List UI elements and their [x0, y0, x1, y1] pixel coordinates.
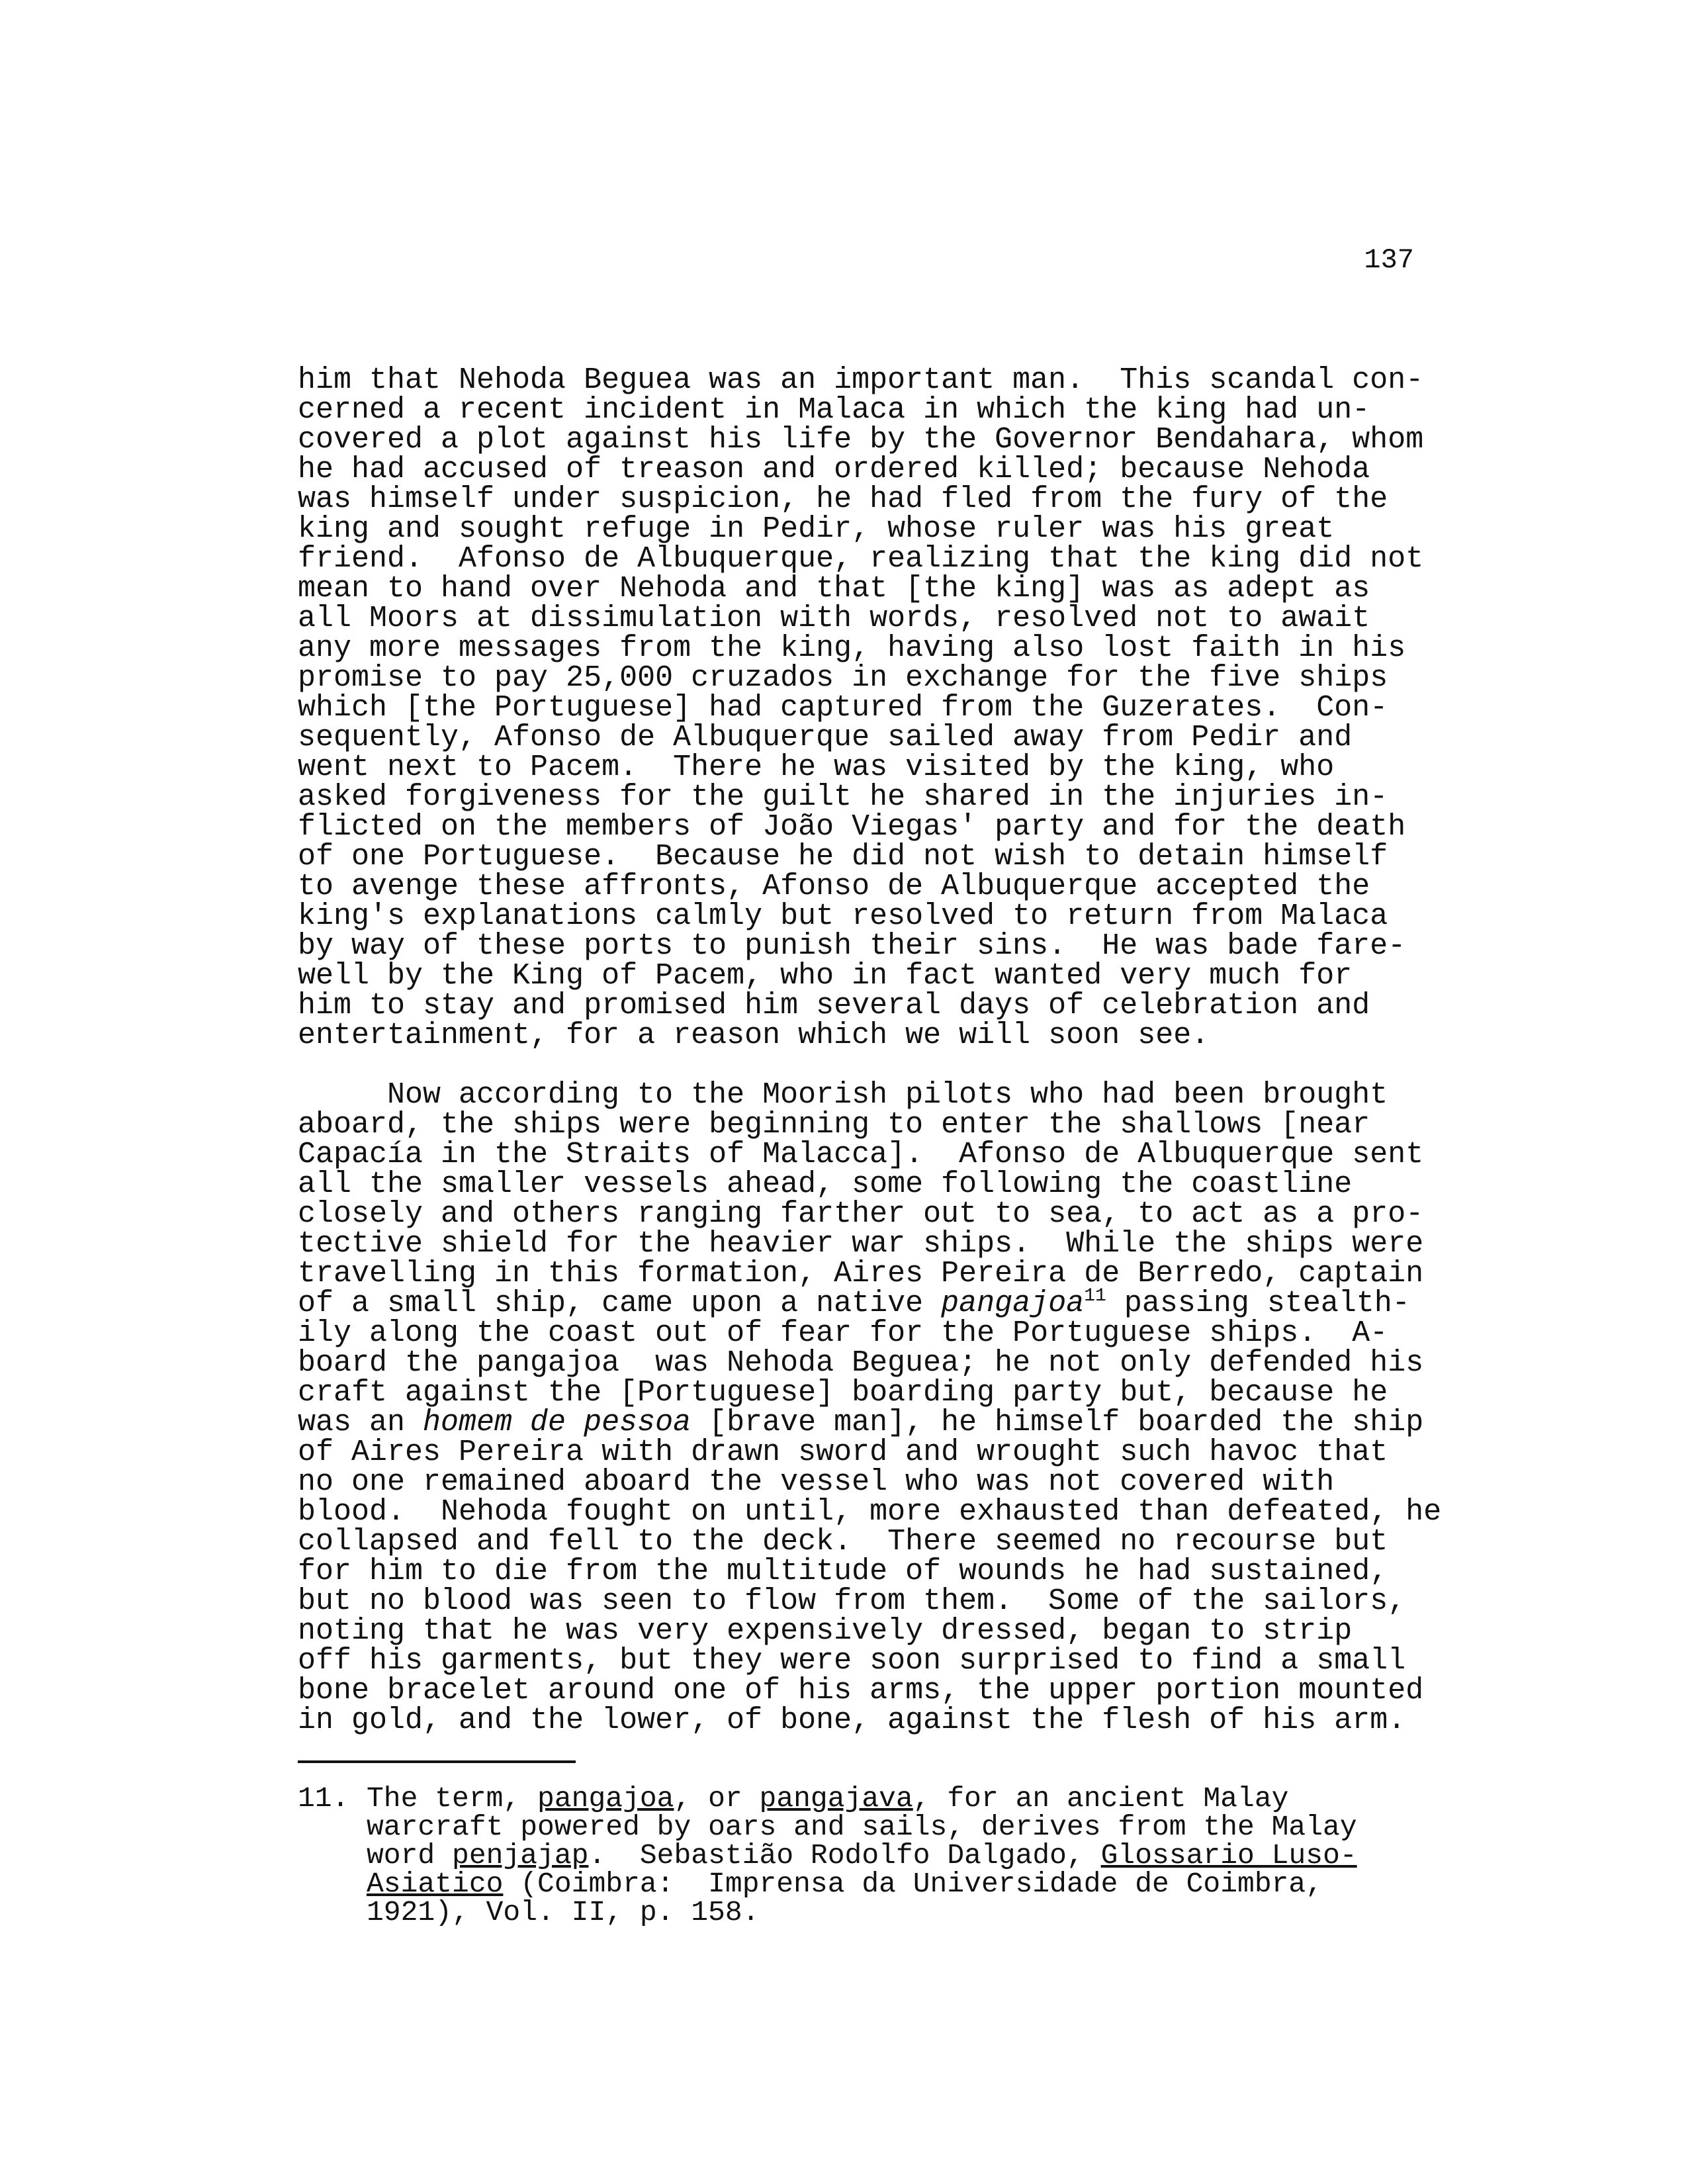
- footnote-line: [298, 1841, 1423, 1870]
- text-line: which [the Portuguese] had captured from the Guzerates. Con-: [298, 691, 1388, 725]
- text-line: off his garments, but they were soon surprised to find a small: [298, 1644, 1406, 1678]
- underlined-title: Asiatico: [367, 1868, 504, 1900]
- text-line: closely and others ranging farther out to sea, to act as a pro-: [298, 1197, 1424, 1231]
- text-line: in gold, and the lower, of bone, against the flesh of his arm.: [298, 1704, 1406, 1737]
- footnote-marker: 11: [1084, 1286, 1106, 1306]
- page-number: 137: [1364, 244, 1414, 276]
- footnote-line: [298, 1898, 1423, 1927]
- text-segment: , or: [674, 1782, 760, 1815]
- text-line: of Aires Pereira with drawn sword and wrought such havoc that: [298, 1435, 1388, 1469]
- text-line: [298, 1080, 1436, 1110]
- text-line: for him to die from the multitude of wounds he had sustained,: [298, 1555, 1388, 1588]
- footnote: [298, 1784, 1423, 1927]
- text-line: mean to hand over Nehoda and that [the king] was as adept as: [298, 572, 1370, 606]
- text-line: promise to pay 25,000 cruzados in exchange for the five ships: [298, 661, 1388, 695]
- text-line: noting that he was very expensively dressed, began to strip: [298, 1614, 1353, 1648]
- underlined-title: Glossario Luso-: [1100, 1839, 1357, 1872]
- text-line: was himself under suspicion, he had fled from the fury of the: [298, 482, 1388, 516]
- footnote-line: [298, 1870, 1423, 1898]
- italic-term: pangajoa: [941, 1287, 1085, 1320]
- text-line: him that Nehoda Beguea was an important man. This scandal con-: [298, 363, 1424, 397]
- text-line: went next to Pacem. There he was visited by the king, who: [298, 751, 1335, 784]
- text-line: tective shield for the heavier war ships. While the ships were: [298, 1227, 1424, 1261]
- italic-term: homem de pessoa: [423, 1406, 691, 1439]
- text-line: [298, 1408, 1436, 1437]
- text-line: [298, 1286, 1436, 1320]
- underlined-term: pangajava: [759, 1782, 913, 1815]
- paragraph-1: [298, 365, 1436, 1050]
- text-segment: , for an ancient Malay: [912, 1782, 1289, 1815]
- text-line: friend. Afonso de Albuquerque, realizing that the king did not: [298, 542, 1424, 576]
- text-line: bone bracelet around one of his arms, the upper portion mounted: [298, 1674, 1424, 1707]
- text-line: board the pangajoa was Nehoda Beguea; he not only defended his: [298, 1346, 1424, 1380]
- paragraph-2: [298, 1078, 1442, 1737]
- text-segment: (Coimbra: Imprensa da Universidade de Coimbra,: [503, 1868, 1323, 1900]
- underlined-term: pangajoa: [537, 1782, 674, 1815]
- text-line: asked forgiveness for the guilt he shared in the injuries in-: [298, 780, 1388, 814]
- text-line: any more messages from the king, having also lost faith in his: [298, 631, 1406, 665]
- text-line: of one Portuguese. Because he did not wish to detain himself: [298, 840, 1388, 874]
- text-segment: 1921), Vol. II, p. 158.: [367, 1896, 760, 1929]
- text-line: travelling in this formation, Aires Pereira de Berredo, captain: [298, 1257, 1424, 1291]
- text-line: by way of these ports to punish their sins. He was bade fare-: [298, 929, 1406, 963]
- text-line: all Moors at dissimulation with words, resolved not to await: [298, 602, 1370, 635]
- text-line: entertainment, for a reason which we will soon see.: [298, 1019, 1210, 1052]
- footnote-line: [298, 1784, 1423, 1813]
- footnote-line: [298, 1813, 1423, 1841]
- text-line: ily along the coast out of fear for the Portuguese ships. A-: [298, 1316, 1388, 1350]
- text-line: cerned a recent incident in Malaca in which the king had un-: [298, 393, 1370, 427]
- text-segment: was an: [298, 1406, 423, 1439]
- text-line: him to stay and promised him several days of celebration and: [298, 989, 1370, 1023]
- text-line: covered a plot against his life by the Governor Bendahara, whom: [298, 423, 1424, 457]
- text-line: he had accused of treason and ordered killed; because Nehoda: [298, 453, 1370, 486]
- text-line: sequently, Afonso de Albuquerque sailed away from Pedir and: [298, 721, 1353, 754]
- text-line: aboard, the ships were beginning to enter the shallows [near: [298, 1108, 1370, 1142]
- text-line-content: Now according to the Moorish pilots who had been brought: [387, 1078, 1388, 1112]
- text-line: collapsed and fell to the deck. There seemed no recourse but: [298, 1525, 1388, 1559]
- text-line: all the smaller vessels ahead, some following the coastline: [298, 1167, 1353, 1201]
- footnote-divider: [298, 1760, 576, 1763]
- text-line: craft against the [Portuguese] boarding party but, because he: [298, 1376, 1388, 1410]
- text-segment: The term,: [367, 1782, 538, 1815]
- text-line: king's explanations calmly but resolved to return from Malaca: [298, 899, 1388, 933]
- paragraph-gap: [298, 1050, 1436, 1080]
- text-segment: . Sebastião Rodolfo Dalgado,: [588, 1839, 1101, 1872]
- text-segment: of a small ship, came upon a native: [298, 1287, 942, 1320]
- text-line: to avenge these affronts, Afonso de Albuquerque accepted the: [298, 870, 1370, 903]
- text-line: blood. Nehoda fought on until, more exhausted than defeated, he: [298, 1495, 1442, 1529]
- footnote-number: 11.: [298, 1782, 349, 1815]
- text-line: king and sought refuge in Pedir, whose ruler was his great: [298, 512, 1335, 546]
- text-segment: [brave man], he himself boarded the ship: [691, 1406, 1424, 1439]
- text-segment: passing stealth-: [1106, 1287, 1410, 1320]
- text-line: well by the King of Pacem, who in fact wanted very much for: [298, 959, 1353, 993]
- text-line: but no blood was seen to flow from them. Some of the sailors,: [298, 1584, 1406, 1618]
- text-segment: warcraft powered by oars and sails, derives from the Malay: [367, 1811, 1357, 1843]
- underlined-term: penjajap: [452, 1839, 589, 1872]
- text-line: Capacía in the Straits of Malacca]. Afonso de Albuquerque sent: [298, 1138, 1424, 1171]
- main-text: [298, 363, 1442, 1737]
- text-line: no one remained aboard the vessel who was not covered with: [298, 1465, 1335, 1499]
- text-segment: word: [367, 1839, 453, 1872]
- text-line: flicted on the members of João Viegas' party and for the death: [298, 810, 1406, 844]
